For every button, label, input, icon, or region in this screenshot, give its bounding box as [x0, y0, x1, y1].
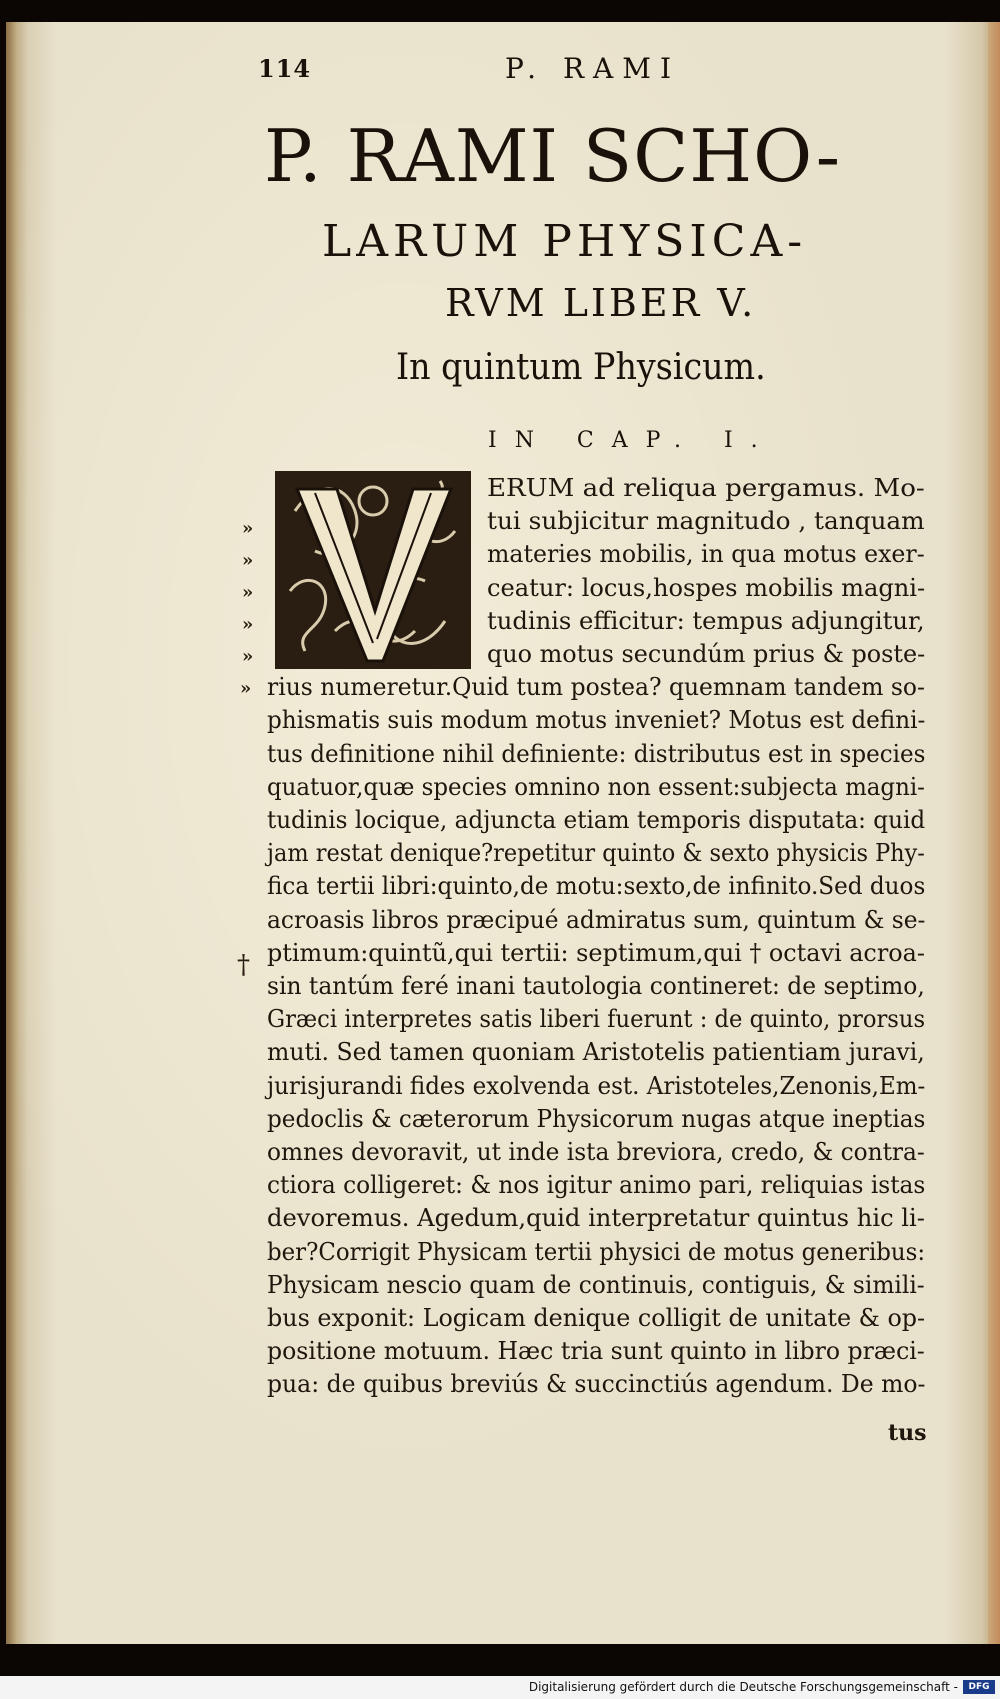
title-line-3: RVM LIBER V. — [445, 281, 757, 325]
body-line: fica tertii libri:quinto,de motu:sexto,de infinito.Sed duos — [267, 872, 926, 900]
margin-mark: » — [242, 646, 254, 667]
catchword: tus — [888, 1420, 927, 1446]
body-line: tudinis locique, adjuncta etiam temporis disputata: quid — [267, 806, 926, 834]
body-line: ptimum:quintũ,qui tertii: septimum,qui † octavi acroa- — [267, 939, 925, 967]
page-gutter — [6, 22, 18, 1644]
body-line: Physicam nescio quam de continuis, contiguis, & simili- — [267, 1271, 925, 1299]
body-line: pua: de quibus breviús & succinctiús agendum. De mo- — [267, 1370, 926, 1398]
title-line-1: P. RAMI SCHO- — [264, 114, 842, 198]
body-line: ERUM ad reliqua pergamus. Mo- — [487, 474, 925, 502]
margin-mark: » — [242, 550, 254, 571]
margin-dagger: † — [237, 950, 250, 980]
body-line: omnes devoravit, ut inde ista breviora, credo, & contra- — [267, 1138, 925, 1166]
body-line: ber?Corrigit Physicam tertii physici de motus generibus: — [267, 1238, 926, 1266]
body-line: Græci interpretes satis liberi fuerunt : de quinto, prorsus — [267, 1005, 926, 1033]
decorated-initial-v-icon — [275, 471, 471, 669]
body-line: ceatur: locus,hospes mobilis magni- — [487, 574, 926, 602]
body-line: tui subjicitur magnitudo , tanquam — [487, 507, 925, 535]
body-line: rius numeretur.Quid tum postea? quemnam tandem so- — [267, 673, 925, 701]
body-line: quo motus secundúm prius & poste- — [487, 640, 926, 668]
body-line: jurisjurandi fides exolvenda est. Aristoteles,Zenonis,Em- — [267, 1072, 926, 1100]
section-subtitle: In quintum Physicum. — [396, 347, 766, 388]
chapter-heading: IN CAP. I. — [488, 428, 776, 453]
body-line: quatuor,quæ species omnino non essent:subjecta magni- — [267, 773, 925, 801]
margin-mark: » — [242, 518, 254, 539]
margin-mark: » — [240, 678, 252, 699]
running-head: P. RAMI — [505, 52, 680, 85]
page-edge — [988, 22, 1000, 1644]
body-line: pedoclis & cæterorum Physicorum nugas atque ineptias — [267, 1105, 926, 1133]
page-number: 114 — [258, 54, 312, 83]
dfg-logo: DFG — [963, 1680, 995, 1694]
margin-mark: » — [242, 614, 254, 635]
body-line: phismatis suis modum motus inveniet? Motus est defini- — [267, 706, 926, 734]
title-line-2: LARUM PHYSICA- — [322, 216, 808, 267]
body-line: tus definitione nihil definiente: distributus est in species — [267, 740, 926, 768]
body-line: muti. Sed tamen quoniam Aristotelis patientiam juravi, — [267, 1038, 925, 1066]
margin-mark: » — [242, 582, 254, 603]
body-line: positione motuum. Hæc tria sunt quinto in libro præci- — [267, 1337, 925, 1365]
body-line: acroasis libros præcipué admiratus sum, quintum & se- — [267, 906, 926, 934]
body-line: tudinis efficitur: tempus adjungitur, — [487, 607, 925, 635]
body-line: bus exponit: Logicam denique colligit de unitate & op- — [267, 1304, 926, 1332]
body-line: ctiora colligeret: & nos igitur animo pari, reliquias istas — [267, 1171, 926, 1199]
body-line: jam restat denique?repetitur quinto & sexto physicis Phy- — [267, 839, 925, 867]
body-line: materies mobilis, in qua motus exer- — [487, 540, 925, 568]
body-line: devoremus. Agedum,quid interpretatur quintus hic li- — [267, 1204, 925, 1232]
body-line: sin tantúm feré inani tautologia contineret: de septimo, — [267, 972, 925, 1000]
footer-credit: Digitalisierung gefördert durch die Deutsche Forschungsgemeinschaft - — [528, 1680, 958, 1694]
